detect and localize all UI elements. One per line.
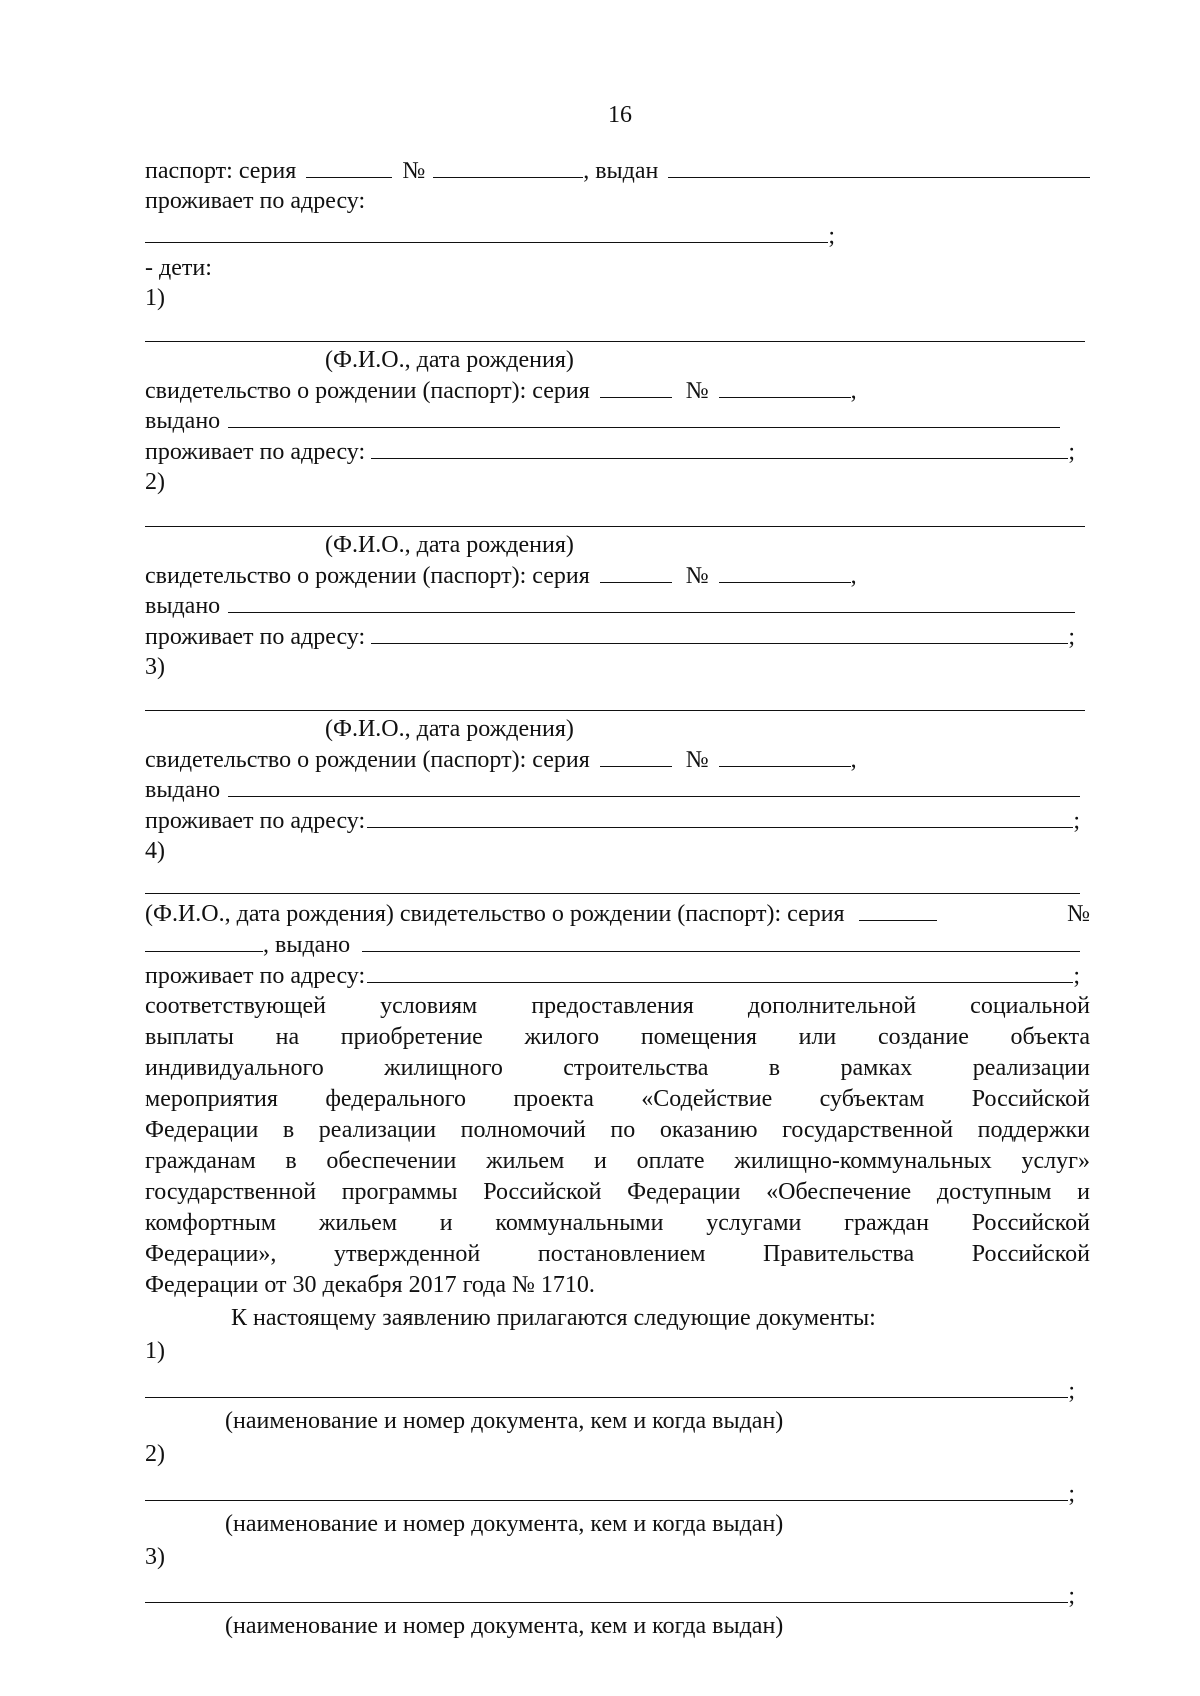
child-3-issued-label: выдано [145,777,221,803]
child-3-caption-line [145,714,1200,744]
child-2-issued-label: выдано [145,593,221,619]
children-label: - дети: [145,255,212,281]
passport-series-field[interactable] [306,155,392,178]
attachment-2-semicolon: ; [1068,1481,1075,1507]
child-2-name-field[interactable] [145,526,1085,527]
child-2-issued-line [145,590,1075,621]
attachment-1-line [145,1375,1075,1406]
child-1-issued-label: выдано [145,408,221,434]
attachment-1-field[interactable] [145,1375,1068,1398]
child-3-num-line [145,652,1090,682]
paragraph-line-2: выплаты на приобретение жилого помещения или создание объекта [145,1024,1090,1050]
child-3-series-field[interactable] [600,744,672,767]
child-4-address-label: проживает по адресу: [145,963,366,989]
attachment-2-line [145,1478,1075,1509]
child-1-caption-line [145,345,1200,375]
child-1-address-line [145,436,1075,467]
attachment-3-semicolon: ; [1068,1583,1075,1609]
address-line [145,220,835,251]
child-3-comma: , [850,747,857,773]
child-2-num: 2) [145,469,165,495]
address-semicolon: ; [828,223,835,249]
paragraph-line-3: индивидуального жилищного строительства в рамках реализации [145,1055,1090,1081]
child-3-number-sign: № [685,747,709,773]
child-1-num: 1) [145,285,165,311]
attachment-2-field[interactable] [145,1478,1068,1501]
child-1-number-field[interactable] [719,375,851,398]
child-1-issued-field[interactable] [228,405,1060,428]
child-2-comma: , [850,563,857,589]
child-3-address-line [145,805,1080,836]
attachment-3-line [145,1580,1075,1611]
attachment-2-num: 2) [145,1441,165,1467]
passport-issued-field[interactable] [668,155,1090,178]
children-label-line [145,253,1090,283]
passport-issued-label: , выдан [583,158,659,184]
attachment-1-semicolon: ; [1068,1378,1075,1404]
child-1-cert-label: свидетельство о рождении (паспорт): серия [145,378,590,404]
paragraph-line-6: гражданам в обеспечении жильем и оплате жилищно-коммунальных услуг» [145,1148,1090,1174]
child-1-name-field[interactable] [145,341,1085,342]
child-1-address-label: проживает по адресу: [145,439,366,465]
child-3-address-field[interactable] [367,805,1073,828]
passport-number-sign: № [402,158,426,184]
attachment-1-num-line [145,1336,1090,1366]
child-3-cert-line [145,744,1090,775]
child-2-caption: (Ф.И.О., дата рождения) [325,532,574,558]
child-2-num-line [145,467,1090,497]
child-2-cert-line [145,560,1090,591]
child-3-caption: (Ф.И.О., дата рождения) [325,716,574,742]
child-2-issued-field[interactable] [228,590,1075,613]
paragraph-line-9: Федерации», утвержденной постановлением Правительства Российской [145,1241,1090,1267]
page-number: 16 [608,102,632,128]
paragraph-line-5: Федерации в реализации полномочий по оказанию государственной поддержки [145,1117,1090,1143]
child-1-issued-line [145,405,1060,436]
child-2-address-line [145,621,1075,652]
child-3-semicolon: ; [1073,808,1080,834]
child-1-comma: , [850,378,857,404]
attachment-1-num: 1) [145,1338,165,1364]
child-2-number-sign: № [685,563,709,589]
child-2-address-field[interactable] [371,621,1068,644]
child-3-cert-label: свидетельство о рождении (паспорт): серия [145,747,590,773]
child-4-semicolon: ; [1073,963,1080,989]
child-4-issued-label: , выдано [263,932,351,958]
child-3-number-field[interactable] [719,744,851,767]
child-1-number-sign: № [685,378,709,404]
child-3-issued-field[interactable] [228,774,1080,797]
child-3-address-label: проживает по адресу: [145,808,366,834]
child-4-number-sign: № [1067,901,1090,927]
child-1-address-field[interactable] [371,436,1068,459]
child-4-num-line [145,836,1090,866]
child-4-issued-line [145,929,1080,960]
attachment-2-caption: (наименование и номер документа, кем и когда выдан) [225,1511,784,1537]
attachment-3-caption: (наименование и номер документа, кем и когда выдан) [225,1613,784,1639]
passport-number-field[interactable] [433,155,583,178]
child-4-issued-field[interactable] [362,929,1080,952]
child-4-num: 4) [145,838,165,864]
child-3-num: 3) [145,654,165,680]
child-1-cert-line [145,375,1090,406]
child-4-series-field[interactable] [859,898,937,921]
child-4-caption-line [145,898,1090,929]
child-1-num-line [145,283,1090,313]
passport-series-label: паспорт: серия [145,158,297,184]
attachment-3-field[interactable] [145,1580,1068,1603]
attachment-2-num-line [145,1439,1090,1469]
child-4-number-field[interactable] [145,929,263,952]
child-2-number-field[interactable] [719,560,851,583]
paragraph-line-4: мероприятия федерального проекта «Содействие субъектам Российской [145,1086,1090,1112]
child-2-series-field[interactable] [600,560,672,583]
child-4-address-field[interactable] [367,960,1073,983]
child-1-semicolon: ; [1068,439,1075,465]
child-3-issued-line [145,774,1080,805]
child-4-caption: (Ф.И.О., дата рождения) свидетельство о рождении (паспорт): серия [145,901,845,927]
child-1-caption: (Ф.И.О., дата рождения) [325,347,574,373]
attachment-1-caption: (наименование и номер документа, кем и когда выдан) [225,1408,784,1434]
address-field[interactable] [145,220,828,243]
passport-line [145,155,1090,186]
attachments-intro: К настоящему заявлению прилагаются следующие документы: [231,1305,876,1331]
child-2-semicolon: ; [1068,624,1075,650]
address-label-line [145,186,1090,216]
paragraph-line-1: соответствующей условиям предоставления дополнительной социальной [145,993,1090,1019]
child-2-caption-line [145,530,1200,560]
child-1-series-field[interactable] [600,375,672,398]
child-4-address-line [145,960,1080,991]
attachment-3-num-line [145,1542,1090,1572]
child-3-name-field[interactable] [145,710,1085,711]
child-2-address-label: проживает по адресу: [145,624,366,650]
paragraph-line-last: Федерации от 30 декабря 2017 года № 1710. [145,1272,595,1298]
address-label: проживает по адресу: [145,188,366,214]
paragraph-line-8: комфортным жильем и коммунальными услугами граждан Российской [145,1210,1090,1236]
attachment-3-num: 3) [145,1544,165,1570]
child-2-cert-label: свидетельство о рождении (паспорт): серия [145,563,590,589]
child-4-name-field[interactable] [145,893,1080,894]
paragraph-line-7: государственной программы Российской Федерации «Обеспечение доступным и [145,1179,1090,1205]
